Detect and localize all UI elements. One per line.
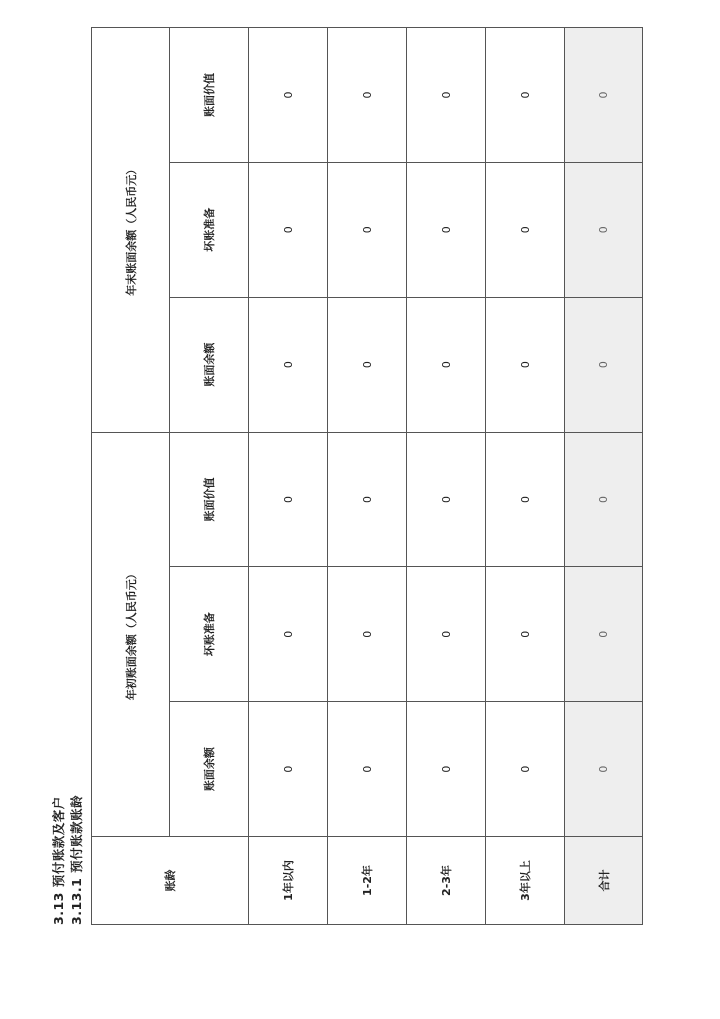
table-cell: 0 xyxy=(486,28,565,163)
total-cell: 0 xyxy=(565,28,643,163)
rotated-page xyxy=(50,25,650,925)
section-title: 3.13 预付账款及客户 xyxy=(51,796,66,925)
table-cell: 0 xyxy=(328,567,407,702)
total-cell: 0 xyxy=(565,702,643,837)
subsection-title: 3.13.1 预付账款账龄 xyxy=(69,794,84,925)
sub-header: 账面价值 xyxy=(170,28,249,163)
table-cell: 0 xyxy=(407,162,486,297)
total-cell: 0 xyxy=(565,567,643,702)
age-header: 账龄 xyxy=(92,837,249,925)
table-cell: 0 xyxy=(407,702,486,837)
sub-header: 账面余额 xyxy=(170,297,249,432)
header-row-1 xyxy=(92,28,170,925)
table-cell: 0 xyxy=(486,567,565,702)
table-cell: 0 xyxy=(407,28,486,163)
row-label: 1年以内 xyxy=(249,837,328,925)
total-cell: 0 xyxy=(565,432,643,567)
table-cell: 0 xyxy=(328,702,407,837)
table-row xyxy=(486,28,565,925)
sub-header: 账面价值 xyxy=(170,432,249,567)
table-row xyxy=(328,28,407,925)
total-label: 合计 xyxy=(565,837,643,925)
total-cell: 0 xyxy=(565,297,643,432)
header-row-2 xyxy=(170,28,249,925)
table-row xyxy=(407,28,486,925)
table-cell: 0 xyxy=(328,432,407,567)
table-cell: 0 xyxy=(249,702,328,837)
table-cell: 0 xyxy=(249,28,328,163)
table-cell: 0 xyxy=(328,297,407,432)
total-row xyxy=(565,28,643,925)
table-cell: 0 xyxy=(328,28,407,163)
table-cell: 0 xyxy=(249,567,328,702)
table-cell: 0 xyxy=(486,162,565,297)
table-cell: 0 xyxy=(407,567,486,702)
heading xyxy=(50,795,86,925)
table-cell: 0 xyxy=(249,162,328,297)
group-header-begin: 年初账面余额（人民币元） xyxy=(92,432,170,836)
table-cell: 0 xyxy=(328,162,407,297)
sub-header: 坏账准备 xyxy=(170,162,249,297)
sub-header: 坏账准备 xyxy=(170,567,249,702)
table-cell: 0 xyxy=(249,432,328,567)
row-label: 1-2年 xyxy=(328,837,407,925)
sub-header: 账面余额 xyxy=(170,702,249,837)
group-header-end: 年末账面余额（人民币元） xyxy=(92,28,170,433)
table-cell: 0 xyxy=(486,297,565,432)
table-cell: 0 xyxy=(407,297,486,432)
total-cell: 0 xyxy=(565,162,643,297)
prepayment-aging-table xyxy=(91,27,643,925)
table-cell: 0 xyxy=(486,432,565,567)
table-cell: 0 xyxy=(407,432,486,567)
row-label: 2-3年 xyxy=(407,837,486,925)
table-cell: 0 xyxy=(249,297,328,432)
row-label: 3年以上 xyxy=(486,837,565,925)
table-row xyxy=(249,28,328,925)
table-cell: 0 xyxy=(486,702,565,837)
